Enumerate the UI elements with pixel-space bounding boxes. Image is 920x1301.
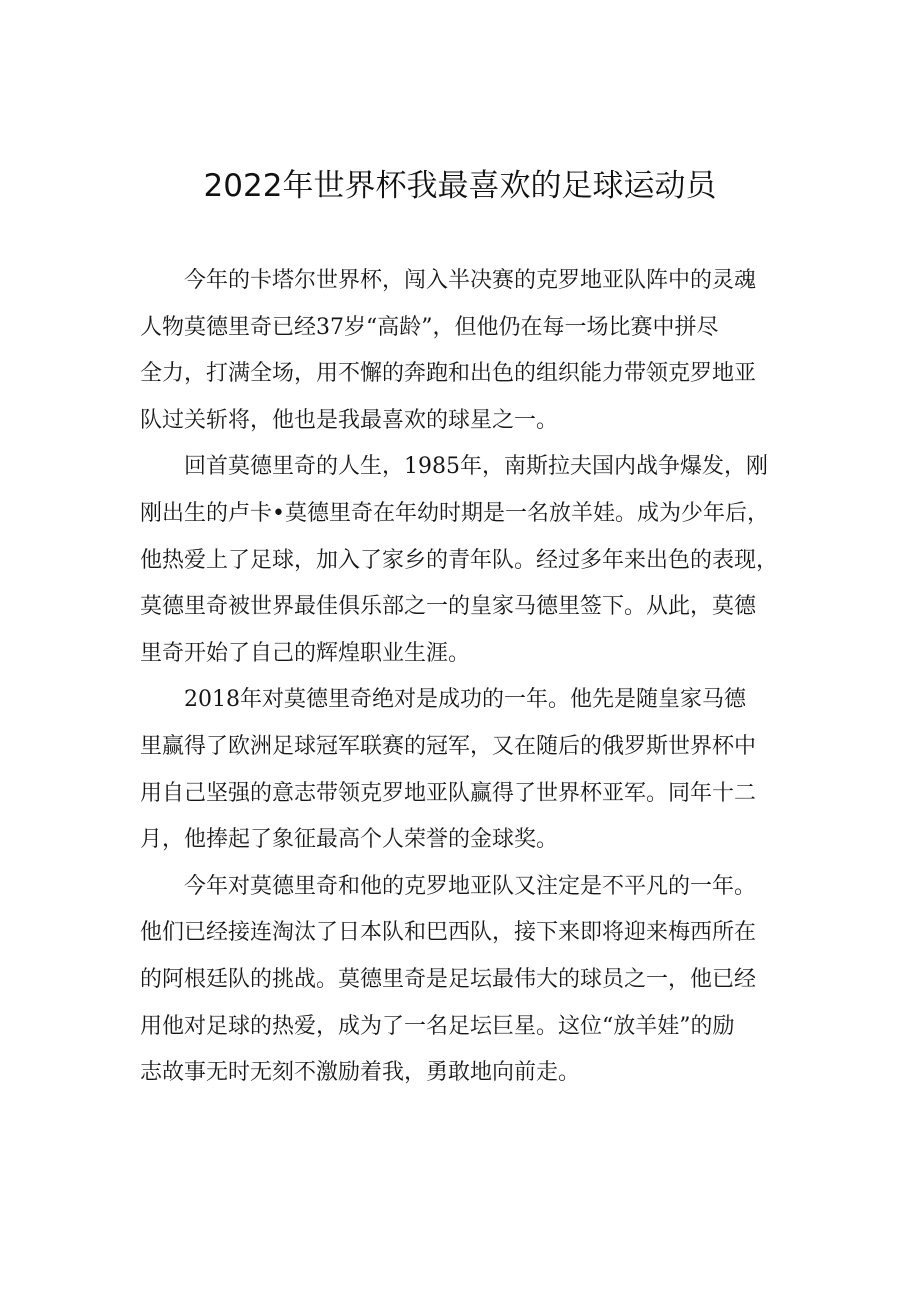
paragraph-3: 2018年对莫德里奇绝对是成功的一年。他先是随皇家马德 里赢得了欧洲足球冠军联赛的冠军，又在随后的俄罗斯世界杯中 用自己坚强的意志带领克罗地亚队赢得了世界杯亚军。同年十二 月，他捧起了象征最高个人荣誉的金球奖。 <box>140 687 757 853</box>
paragraph-4: 今年对莫德里奇和他的克罗地亚队又注定是不平凡的一年。 他们已经接连淘汰了日本队和巴西队，接下来即将迎来梅西所在 的阿根廷队的挑战。莫德里奇是足坛最伟大的球员之一，他已经 用他对足球的热爱，成为了一名足坛巨星。这位“放羊娃”的励 志故事无时无刻不激励着我，勇敢地向前走。 <box>140 873 757 1086</box>
paragraph-1: 今年的卡塔尔世界杯，闯入半决赛的克罗地亚队阵中的灵魂 人物莫德里奇已经37岁“高龄”，但他仍在每一场比赛中拼尽 全力，打满全场，用不懈的奔跑和出色的组织能力带领克罗地亚 队过关斩将，他也是我最喜欢的球星之一。 <box>140 268 757 433</box>
document-body <box>140 258 786 1097</box>
document-title: 2022年世界杯我最喜欢的足球运动员 <box>203 168 717 204</box>
paragraph-2: 回首莫德里奇的人生，1985年，南斯拉夫国内战争爆发，刚 刚出生的卢卡•莫德里奇在年幼时期是一名放羊娃。成为少年后， 他热爱上了足球，加入了家乡的青年队。经过多年来出色的表现， 莫德里奇被世界最佳俱乐部之一的皇家马德里签下。从此，莫德 里奇开始了自己的辉煌职业生涯。 <box>140 454 779 666</box>
